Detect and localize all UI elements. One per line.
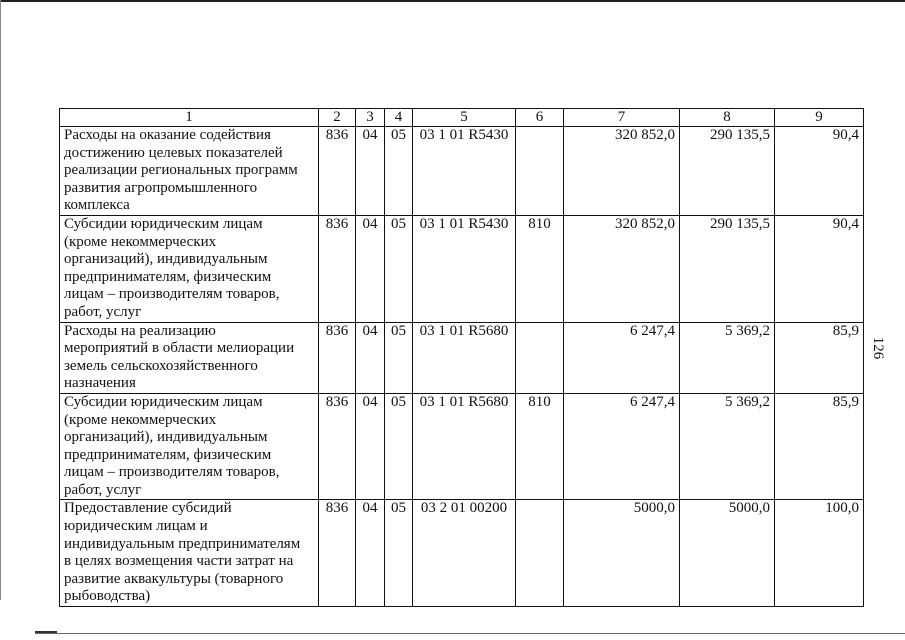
expense-type-code <box>516 127 564 216</box>
description-line: (кроме некоммерческих <box>64 411 217 428</box>
ministry-code: 836 <box>319 500 356 607</box>
planned-amount: 6 247,4 <box>564 322 680 393</box>
table-row <box>60 215 864 322</box>
description-line: земель сельскохозяйственного <box>64 357 258 374</box>
description-line: Расходы на оказание содействия <box>64 127 271 143</box>
table-row <box>60 127 864 216</box>
description-line: Субсидии юридическим лицам <box>64 393 263 410</box>
table-row <box>60 500 864 607</box>
planned-amount: 320 852,0 <box>564 215 680 322</box>
header-cell-2: 2 <box>319 109 356 127</box>
header-cell-7: 7 <box>564 109 680 127</box>
execution-percent: 85,9 <box>775 393 864 500</box>
header-cell-9: 9 <box>775 109 864 127</box>
expense-type-code <box>516 500 564 607</box>
target-article-code: 03 2 01 00200 <box>413 500 516 607</box>
header-cell-6: 6 <box>516 109 564 127</box>
ministry-code: 836 <box>319 127 356 216</box>
description-line: Субсидии юридическим лицам <box>64 215 263 232</box>
executed-amount: 5 369,2 <box>680 393 775 500</box>
execution-percent: 90,4 <box>775 215 864 322</box>
row-description <box>60 322 319 393</box>
row-description <box>60 127 319 216</box>
subsection-code: 05 <box>385 500 413 607</box>
target-article-code: 03 1 01 R5680 <box>413 393 516 500</box>
ministry-code: 836 <box>319 322 356 393</box>
description-line: организаций), индивидуальным <box>64 251 268 268</box>
expense-type-code <box>516 322 564 393</box>
description-line: комплекса <box>64 197 130 214</box>
description-line: индивидуальным предпринимателям <box>64 535 301 552</box>
target-article-code: 03 1 01 R5680 <box>413 322 516 393</box>
executed-amount: 5000,0 <box>680 500 775 607</box>
header-cell-8: 8 <box>680 109 775 127</box>
description-line: в целях возмещения части затрат на <box>64 553 294 570</box>
description-line: работ, услуг <box>64 303 142 320</box>
description-line: рыбоводства) <box>64 588 151 605</box>
executed-amount: 290 135,5 <box>680 127 775 216</box>
ministry-code: 836 <box>319 215 356 322</box>
header-cell-5: 5 <box>413 109 516 127</box>
table-row <box>60 393 864 500</box>
page-left-edge <box>0 0 1 600</box>
target-article-code: 03 1 01 R5430 <box>413 127 516 216</box>
planned-amount: 5000,0 <box>564 500 680 607</box>
section-code: 04 <box>356 215 385 322</box>
section-code: 04 <box>356 127 385 216</box>
description-line: предпринимателям, физическим <box>64 446 272 463</box>
header-cell-1: 1 <box>60 109 319 127</box>
description-line: организаций), индивидуальным <box>64 429 268 446</box>
description-line: назначения <box>64 375 136 392</box>
section-code: 04 <box>356 322 385 393</box>
planned-amount: 320 852,0 <box>564 127 680 216</box>
description-line: реализации региональных программ <box>64 162 298 179</box>
description-line: мероприятий в области мелиорации <box>64 340 295 357</box>
planned-amount: 6 247,4 <box>564 393 680 500</box>
expense-type-code: 810 <box>516 393 564 500</box>
description-line: работ, услуг <box>64 481 142 498</box>
subsection-code: 05 <box>385 127 413 216</box>
page-top-edge <box>0 0 905 2</box>
description-line: достижению целевых показателей <box>64 144 283 161</box>
description-line: лицам – производителям товаров, <box>64 286 280 303</box>
description-line: лицам – производителям товаров, <box>64 464 280 481</box>
description-line: (кроме некоммерческих <box>64 233 217 250</box>
row-description <box>60 500 319 607</box>
header-cell-3: 3 <box>356 109 385 127</box>
description-line: юридическим лицам и <box>64 518 208 535</box>
expense-type-code: 810 <box>516 215 564 322</box>
budget-table <box>59 108 864 607</box>
executed-amount: 290 135,5 <box>680 215 775 322</box>
description-line: Предоставление субсидий <box>64 500 232 517</box>
description-line: предпринимателям, физическим <box>64 268 272 285</box>
description-line: Расходы на реализацию <box>64 322 216 339</box>
subsection-code: 05 <box>385 322 413 393</box>
table-row <box>60 322 864 393</box>
subsection-code: 05 <box>385 393 413 500</box>
page-number: 126 <box>870 336 886 360</box>
executed-amount: 5 369,2 <box>680 322 775 393</box>
target-article-code: 03 1 01 R5430 <box>413 215 516 322</box>
execution-percent: 90,4 <box>775 127 864 216</box>
row-description <box>60 393 319 500</box>
subsection-code: 05 <box>385 215 413 322</box>
row-description <box>60 215 319 322</box>
header-cell-4: 4 <box>385 109 413 127</box>
page-bottom-line <box>35 633 905 634</box>
description-line: развитие аквакультуры (товарного <box>64 570 284 587</box>
description-line: развития агропромышленного <box>64 179 258 196</box>
section-code: 04 <box>356 393 385 500</box>
section-code: 04 <box>356 500 385 607</box>
execution-percent: 100,0 <box>775 500 864 607</box>
header-row <box>60 109 864 127</box>
execution-percent: 85,9 <box>775 322 864 393</box>
ministry-code: 836 <box>319 393 356 500</box>
